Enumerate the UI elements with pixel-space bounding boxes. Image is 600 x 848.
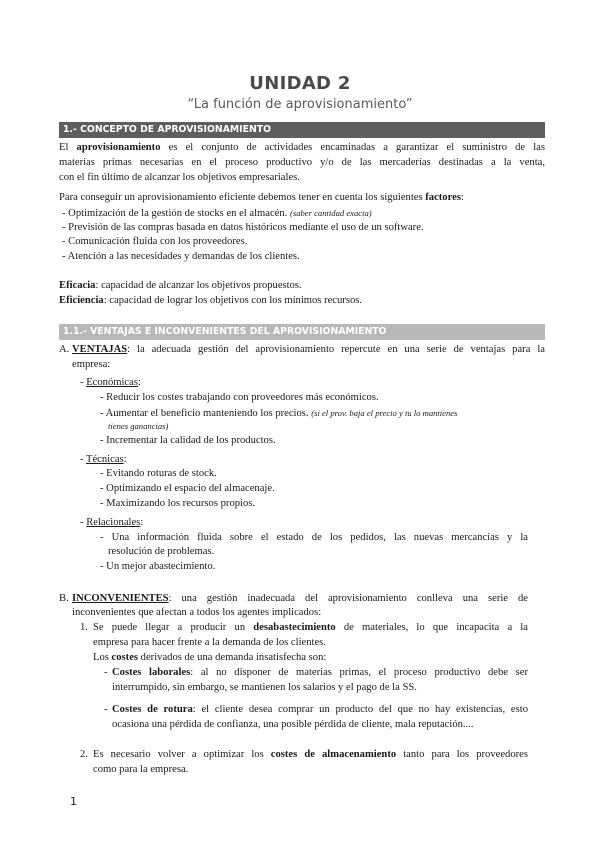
concept-paragraph-line-3: con el fin último de alcanzar los objetivos empresariales.	[59, 172, 300, 183]
item-2-marker: 2.	[80, 749, 88, 760]
economicas-item-1: - Reducir los costes trabajando con proveedores más económicos.	[100, 392, 379, 403]
relacionales-item-1-cont: resolución de problemas.	[108, 546, 215, 557]
relacionales-item-2: - Un mejor abastecimiento.	[100, 561, 216, 572]
tecnicas-item-1: - Evitando roturas de stock.	[100, 468, 217, 479]
ventajas-line-2: empresa:	[72, 359, 111, 370]
item-2-line-2: como para la empresa.	[93, 764, 189, 775]
economicas-label: - Económicas:	[80, 377, 141, 388]
concept-paragraph-line-2: materias primas necesarias en el proceso productivo y/o de las mercaderías destinadas a la venta,	[59, 157, 545, 168]
economicas-item-2: - Aumentar el beneficio manteniendo los precios. (si el prov. baja el precio y tu lo mantienes	[100, 408, 458, 419]
costes-laborales-bullet: -	[104, 667, 108, 678]
tecnicas-label: - Técnicas:	[80, 454, 127, 465]
item-1-marker: 1.	[80, 622, 88, 633]
section-heading-ventajas: 1.1.- VENTAJAS E INCONVENIENTES DEL APROVISIONAMIENTO	[59, 324, 545, 340]
relacionales-label: - Relacionales:	[80, 517, 144, 528]
inconvenientes-marker: B.	[59, 593, 69, 604]
inconvenientes-line-2: inconvenientes que afectan a todos los agentes implicados:	[72, 607, 322, 618]
costes-laborales-line-1: Costes laborales: al no disponer de materias primas, el proceso productivo debe ser	[112, 667, 528, 678]
concept-paragraph-line-1: El aprovisionamiento es el conjunto de actividades encaminadas a garantizar el suministro de las	[59, 142, 545, 153]
section-heading-concepto: 1.- CONCEPTO DE APROVISIONAMIENTO	[59, 122, 545, 138]
costes-rotura-line-1: Costes de rotura: el cliente desea comprar un producto del que no hay existencias, esto	[112, 704, 528, 715]
tecnicas-item-2: - Optimizando el espacio del almacenaje.	[100, 483, 275, 494]
definition-eficiencia: Eficiencia: capacidad de lograr los objetivos con los mínimos recursos.	[59, 295, 363, 306]
page-title: UNIDAD 2	[249, 73, 351, 94]
item-2-line-1: Es necesario volver a optimizar los costes de almacenamiento tanto para los proveedores	[93, 749, 529, 760]
definition-eficacia: Eficacia: capacidad de alcanzar los objetivos propuestos.	[59, 280, 302, 291]
page-subtitle: “La función de aprovisionamiento”	[187, 97, 413, 112]
factor-item-1: - Optimización de la gestión de stocks en el almacén. (saber cantidad exacta)	[62, 208, 372, 219]
costes-laborales-line-2: interrumpido, sin embargo, se mantienen los salarios y el pago de la SS.	[112, 682, 417, 693]
tecnicas-item-3: - Maximizando los recursos propios.	[100, 498, 256, 509]
item-1-line-1: Se puede llegar a producir un desabastecimiento de materiales, lo que incapacita a la	[93, 622, 528, 633]
economicas-item-2-note: tienes ganancias)	[108, 421, 169, 431]
economicas-item-3: - Incrementar la calidad de los productos.	[100, 435, 276, 446]
page-number: 1	[70, 795, 77, 808]
factor-item-2: - Previsión de las compras basada en datos históricos mediante el uso de un software.	[62, 222, 424, 233]
factor-item-3: - Comunicación fluida con los proveedores.	[62, 236, 248, 247]
inconvenientes-line-1: INCONVENIENTES: una gestión inadecuada del aprovisionamiento conlleva una serie de	[72, 593, 528, 604]
ventajas-line-1: VENTAJAS: la adecuada gestión del aprovisionamiento repercute en una serie de ventajas para la	[72, 344, 545, 355]
costes-rotura-bullet: -	[104, 704, 108, 715]
costes-rotura-line-2: ocasiona una pérdida de confianza, una posible pérdida de cliente, mala reputación....	[112, 719, 474, 730]
item-1-line-2: empresa para hacer frente a la demanda de los clientes.	[93, 637, 326, 648]
factors-intro: Para conseguir un aprovisionamiento eficiente debemos tener en cuenta los siguientes factores:	[59, 192, 464, 203]
item-1-line-3: Los costes derivados de una demanda insatisfecha son:	[93, 652, 327, 663]
relacionales-item-1: - Una información fluida sobre el estado de los pedidos, las nuevas mercancías y la	[100, 532, 528, 543]
factor-item-4: - Atención a las necesidades y demandas de los clientes.	[62, 251, 300, 262]
ventajas-marker: A.	[59, 344, 70, 355]
